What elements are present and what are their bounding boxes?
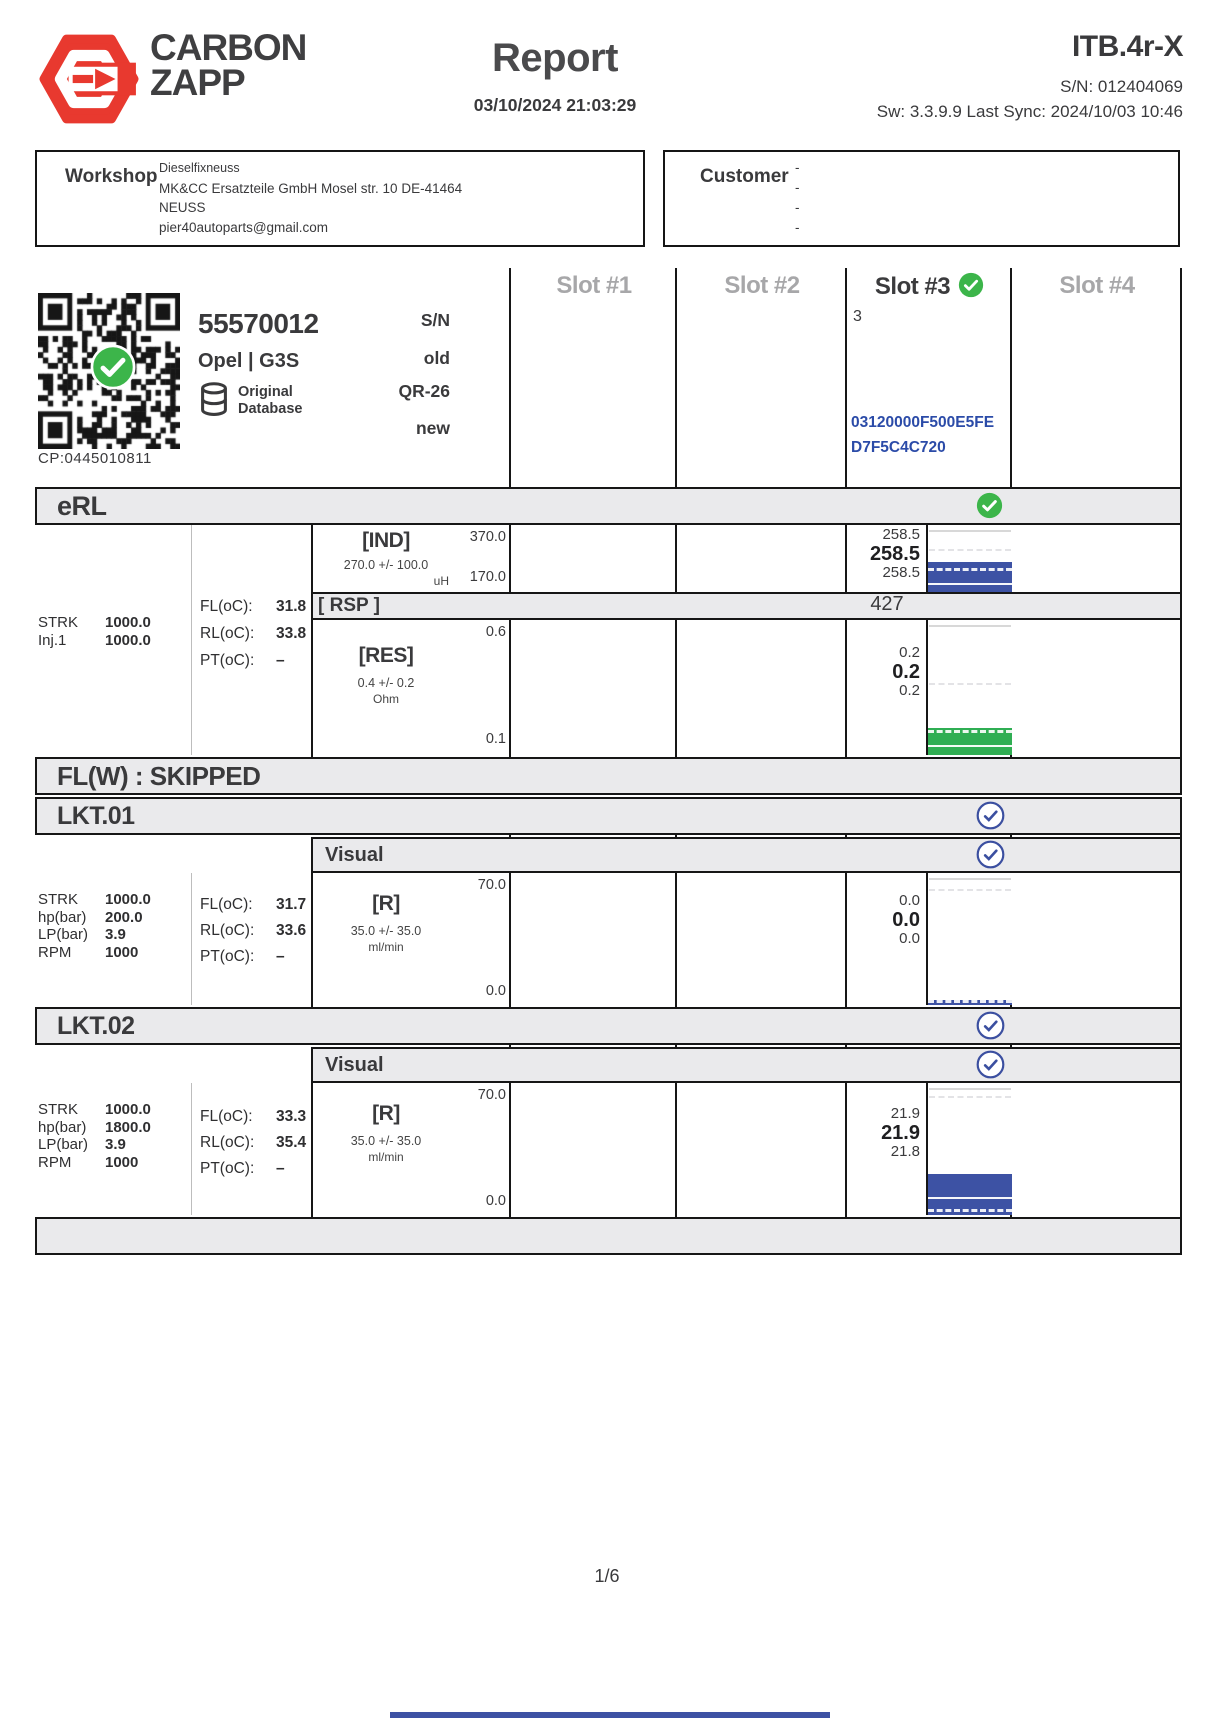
workshop-line: Dieselfixneuss [159, 161, 240, 175]
slot-header-4 [1012, 272, 1182, 300]
temp-row [200, 922, 306, 948]
visual-label: Visual [325, 843, 384, 866]
param-value: 1000.0 [105, 1101, 151, 1118]
param-label: hp(bar) [38, 1118, 87, 1136]
param-label: RPM [38, 943, 72, 961]
param-value: 1000.0 [105, 614, 151, 631]
lkt02-scale-max: 70.0 [477, 1087, 506, 1103]
slot-header-label: Slot #2 [724, 272, 800, 299]
temp-value: 33.6 [276, 922, 307, 939]
gauge-fill [928, 1000, 1012, 1005]
hash-line: 03120000F500E5FE [851, 414, 995, 431]
value-low: 21.8 [890, 1143, 920, 1160]
param-row [38, 891, 151, 909]
lkt02-stroke-params [38, 1101, 151, 1171]
temp-value: 31.8 [276, 598, 307, 615]
page-title: Report [492, 36, 618, 80]
lkt02-visual-bar [311, 1047, 1182, 1083]
test-name: [R] [372, 1102, 400, 1125]
param-value: 1000 [105, 943, 139, 961]
param-row [38, 909, 151, 927]
temp-label: PT(oC): [200, 948, 255, 965]
res-gauge-slot3 [926, 620, 1012, 755]
workshop-lines [159, 159, 462, 237]
lkt01-visual-bar [311, 837, 1182, 873]
carbon-zapp-logo-icon [38, 28, 140, 130]
customer-line: - [795, 200, 800, 215]
gauge-nominal-line [929, 1096, 1011, 1098]
temp-value: 33.8 [276, 625, 307, 642]
customer-label: Customer [700, 166, 789, 187]
test-unit: uH [433, 574, 449, 588]
value-avg: 0.0 [892, 909, 920, 931]
lkt01-visual-check-icon [976, 840, 1005, 874]
erl-title: eRL [57, 490, 107, 521]
gauge-nominal-line [929, 889, 1011, 891]
temp-row [200, 1160, 306, 1186]
ind-scale-min: 170.0 [469, 569, 506, 585]
ref-label-old: old [423, 348, 450, 368]
param-row [38, 1136, 151, 1154]
brand-line2: ZAPP [150, 62, 245, 103]
test-unit: Ohm [372, 692, 399, 706]
test-tolerance: 35.0 +/- 35.0 [350, 924, 422, 938]
value-low: 258.5 [882, 564, 920, 581]
param-label: Inj.1 [38, 631, 67, 649]
slot-header-label: Slot #1 [556, 272, 632, 299]
param-label: hp(bar) [38, 908, 87, 926]
lkt02-scale-min: 0.0 [485, 1193, 506, 1209]
lkt01-gauge-slot3 [926, 873, 1012, 1005]
temp-label: PT(oC): [200, 652, 255, 669]
param-value: 1000.0 [105, 631, 151, 649]
flw-title: FL(W) : SKIPPED [57, 760, 261, 791]
customer-box [663, 150, 1180, 247]
param-row [38, 632, 151, 650]
report-datetime: 03/10/2024 21:03:29 [473, 95, 637, 115]
temp-value: – [276, 652, 285, 669]
temp-label: FL(oC): [200, 896, 253, 913]
flw-section-header [35, 757, 1182, 795]
divider-line [191, 873, 192, 1005]
bottom-blue-strip [390, 1712, 830, 1718]
temp-value: 35.4 [276, 1134, 307, 1151]
ref-label-sn: S/N [420, 310, 450, 330]
param-label: STRK [38, 1101, 79, 1118]
temp-value: 31.7 [276, 896, 307, 913]
gauge-top-tick [929, 530, 1011, 532]
report-title-block [420, 36, 690, 116]
erl-temp-params [200, 598, 306, 679]
slot3-pass-check-icon [958, 272, 984, 298]
lkt02-gauge-slot3 [926, 1083, 1012, 1215]
res-slot3-values [851, 645, 920, 699]
device-model: ITB.4r-X [1071, 30, 1183, 63]
temp-value: – [276, 948, 285, 965]
temp-value: – [276, 1160, 285, 1177]
temp-row [200, 598, 306, 625]
value-avg: 258.5 [869, 543, 920, 565]
value-high: 0.2 [899, 644, 920, 661]
gauge-fill [928, 728, 1012, 755]
slot-header-label: Slot #3 [874, 273, 951, 300]
temp-label: PT(oC): [200, 1160, 255, 1177]
erl-stroke-params [38, 614, 151, 649]
param-value: 200.0 [105, 908, 143, 926]
test-tolerance: 270.0 +/- 100.0 [343, 558, 429, 572]
param-value: 1000 [105, 1153, 139, 1171]
param-value: 3.9 [105, 926, 126, 943]
database-label-line: Database [238, 401, 303, 417]
lkt02-section-header [35, 1007, 1182, 1045]
divider-line [191, 1083, 192, 1215]
cp-code: CP:0445010811 [38, 450, 152, 467]
rsp-slot3-value: 427 [870, 593, 904, 615]
test-unit: ml/min [368, 940, 404, 954]
value-low: 0.2 [899, 682, 920, 699]
param-row [38, 1154, 151, 1172]
value-low: 0.0 [899, 930, 920, 947]
res-scale-min: 0.1 [485, 731, 506, 747]
lkt01-section-header [35, 797, 1182, 835]
customer-line: - [795, 160, 800, 175]
temp-label: RL(oC): [200, 625, 255, 642]
rsp-test-name: [ RSP ] [318, 595, 380, 616]
customer-line: - [795, 180, 800, 195]
temp-label: RL(oC): [200, 922, 255, 939]
lkt01-scale-min: 0.0 [485, 983, 506, 999]
lkt02-r-test-block [311, 1103, 461, 1164]
temp-row [200, 625, 306, 652]
visual-label: Visual [325, 1053, 384, 1076]
ref-label-new: new [415, 418, 450, 438]
ind-gauge-slot3 [926, 525, 1012, 592]
lkt01-temp-params [200, 896, 306, 974]
temp-row [200, 948, 306, 974]
param-row [38, 614, 151, 632]
res-scale-max: 0.6 [485, 624, 506, 640]
slot3-injector-number: 3 [853, 308, 862, 325]
test-name: [IND] [362, 529, 410, 552]
param-value: 1800.0 [105, 1118, 151, 1136]
gauge-top-tick [929, 878, 1011, 880]
slot-header-1 [511, 272, 677, 300]
param-label: STRK [38, 891, 79, 908]
res-test-block [311, 645, 461, 706]
lkt02-temp-params [200, 1108, 306, 1186]
param-row [38, 1101, 151, 1119]
temp-row [200, 1108, 306, 1134]
param-row [38, 1119, 151, 1137]
lkt02-title: LKT.02 [57, 1011, 135, 1040]
hash-line: D7F5C4C720 [851, 439, 946, 456]
ind-slot3-values [851, 527, 920, 581]
temp-label: FL(oC): [200, 1108, 253, 1125]
temp-value: 33.3 [276, 1108, 307, 1125]
test-name: [R] [372, 892, 400, 915]
workshop-label: Workshop [65, 166, 158, 187]
param-value: 1000.0 [105, 891, 151, 908]
customer-lines [795, 158, 800, 238]
brand-line1: CARBON [150, 27, 307, 68]
part-number: 55570012 [198, 308, 319, 339]
device-info-block [700, 30, 1183, 122]
gauge-nominal-line [929, 549, 1011, 551]
workshop-box [35, 150, 645, 247]
table-footer-bar [35, 1217, 1182, 1255]
test-name: [RES] [358, 644, 414, 667]
gauge-nominal-line [929, 683, 1011, 685]
database-label [238, 384, 302, 418]
lkt01-r-test-block [311, 893, 461, 954]
temp-row [200, 896, 306, 922]
part-vehicle: Opel | G3S [198, 350, 300, 372]
device-sync: Sw: 3.3.9.9 Last Sync: 2024/10/03 10:46 [876, 102, 1183, 121]
workshop-line: pier40autoparts@gmail.com [159, 219, 329, 235]
lkt01-pass-check-icon [976, 801, 1005, 835]
lkt01-scale-max: 70.0 [477, 877, 506, 893]
temp-row [200, 652, 306, 679]
brand-wordmark [150, 27, 307, 103]
value-high: 258.5 [882, 526, 920, 543]
test-tolerance: 0.4 +/- 0.2 [357, 676, 415, 690]
erl-pass-check-icon [976, 492, 1003, 524]
lkt01-stroke-params [38, 891, 151, 961]
workshop-line: MK&CC Ersatzteile GmbH Mosel str. 10 DE-41464 [159, 180, 463, 196]
gauge-fill [928, 1174, 1012, 1215]
test-tolerance: 35.0 +/- 35.0 [350, 1134, 422, 1148]
param-label: STRK [38, 614, 79, 631]
param-row [38, 926, 151, 944]
qr-verified-check-icon [90, 344, 136, 395]
value-high: 0.0 [899, 892, 920, 909]
ind-scale-max: 370.0 [469, 529, 506, 545]
workshop-line: NEUSS [159, 200, 206, 215]
value-avg: 21.9 [881, 1122, 920, 1144]
database-label-line: Original [238, 384, 293, 400]
lkt01-slot3-values [851, 893, 920, 947]
ref-label-qr26: QR-26 [398, 381, 450, 401]
slot-header-2 [677, 272, 847, 300]
device-serial: S/N: 012404069 [1060, 77, 1183, 96]
lkt02-visual-check-icon [976, 1050, 1005, 1084]
param-value: 3.9 [105, 1136, 126, 1153]
divider-line [191, 525, 192, 755]
value-avg: 0.2 [892, 661, 920, 683]
lkt01-title: LKT.01 [57, 801, 135, 830]
slot-header-3 [847, 272, 1012, 301]
param-row [38, 944, 151, 962]
gauge-top-tick [929, 625, 1011, 627]
gauge-top-tick [929, 1088, 1011, 1090]
lkt02-pass-check-icon [976, 1011, 1005, 1045]
param-label: LP(bar) [38, 1136, 89, 1153]
test-unit: ml/min [368, 1150, 404, 1164]
value-high: 21.9 [890, 1105, 920, 1122]
lkt02-slot3-values [851, 1106, 920, 1160]
erl-section-header [35, 487, 1182, 525]
temp-label: FL(oC): [200, 598, 253, 615]
slot3-hash-code [851, 410, 994, 460]
param-label: LP(bar) [38, 926, 89, 943]
temp-label: RL(oC): [200, 1134, 255, 1151]
rsp-row-bar [311, 592, 1182, 620]
param-label: RPM [38, 1153, 72, 1171]
temp-row [200, 1134, 306, 1160]
page-number: 1/6 [594, 1566, 620, 1586]
slot-header-label: Slot #4 [1059, 272, 1135, 299]
gauge-fill [928, 562, 1012, 592]
customer-line: - [795, 220, 800, 235]
database-icon [198, 382, 230, 425]
